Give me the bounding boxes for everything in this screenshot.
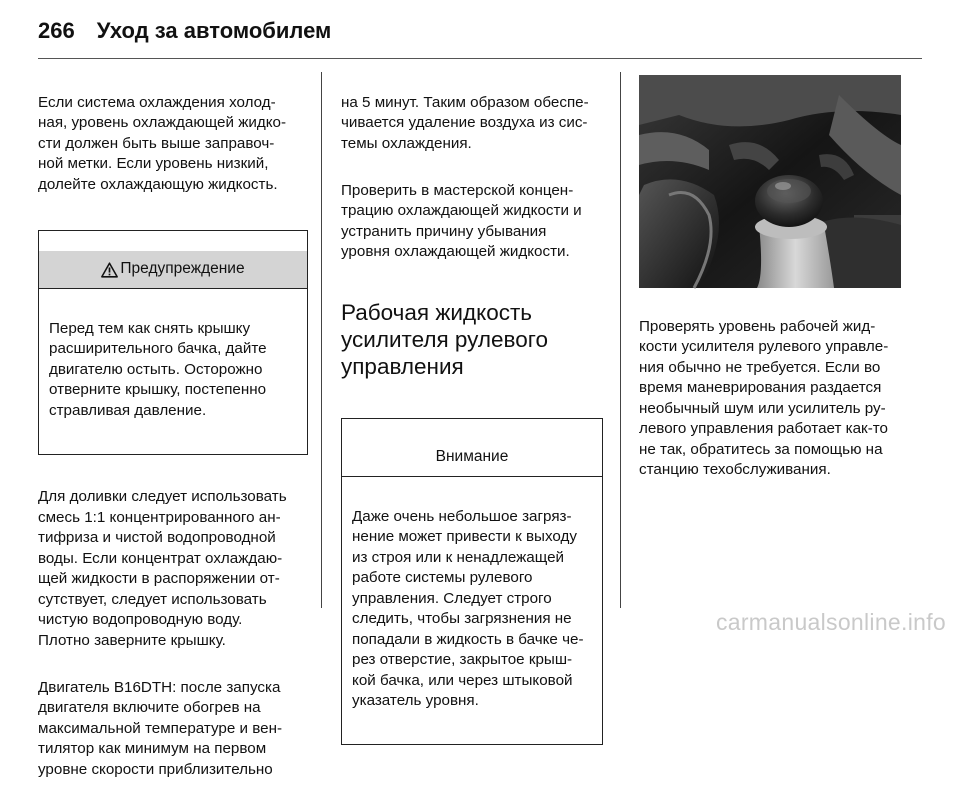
section-heading: Рабочая жидкость усилителя рулевого управления	[341, 300, 548, 379]
intro-paragraph: Если система охлаждения холод- ная, уровень охлаждающей жидко- сти должен быть выше заправоч- ной метки. Если уровень низкий, долейте охлаждающую жидкость.	[38, 93, 287, 193]
header-divider	[38, 58, 922, 59]
left-column	[38, 72, 308, 807]
reservoir-illustration	[639, 75, 901, 288]
warning-box-header	[39, 251, 307, 289]
power-steering-paragraph: Проверять уровень рабочей жид- кости усилителя рулевого управле- ния обычно не требуется. Если во время маневрирования раздается необычный шум или усилитель ру- левого управления работает как-то не так, обратитесь за помощью на станцию техобслуживания.	[639, 317, 889, 478]
notice-box	[341, 418, 603, 746]
air-removal-paragraph: на 5 минут. Таким образом обеспе- чивается удаление воздуха из сис- темы охлаждения.	[341, 93, 589, 152]
notice-title: Внимание	[435, 448, 509, 466]
column-divider-2	[620, 72, 621, 608]
watermark: carmanualsonline.info	[715, 609, 946, 635]
page-number: 266	[38, 18, 75, 43]
warning-title: Предупреждение	[120, 260, 245, 278]
warning-text: Перед тем как снять крышку расширительного бачка, дайте двигателю остыть. Осторожно отверните крышку, постепенно стравливая давление.	[49, 319, 267, 419]
page-header	[38, 14, 331, 48]
right-column	[639, 296, 903, 507]
warning-box	[38, 230, 308, 455]
engine-bay-photo	[639, 75, 901, 288]
notice-box-header	[342, 439, 602, 477]
middle-column	[341, 72, 603, 778]
section-title: Уход за автомобилем	[96, 18, 332, 43]
workshop-check-paragraph: Проверить в мастерской концен- трацию охлаждающей жидкости и устранить причину убывания уровня охлаждающей жидкости.	[341, 181, 582, 260]
warning-triangle-icon	[101, 262, 118, 278]
engine-paragraph: Двигатель B16DTH: после запуска двигателя включите обогрев на максимальной температуре и вен- тилятор как минимум на первом уровне скорости приблизительно	[38, 678, 283, 778]
notice-text: Даже очень небольшое загряз- нение может привести к выходу из строя или к ненадлежащей работе системы рулевого управления. Следует строго следить, чтобы загрязнения не попадали в жидкость в бачке че- рез отверстие, закрытое крыш- кой бачка, или через штыковой указатель уровня.	[352, 507, 584, 709]
column-divider-1	[321, 72, 322, 608]
refill-paragraph: Для доливки следует использовать смесь 1:1 концентрированного ан- тифриза и чистой водопроводной воды. Если концентрат охлаждаю- щей жидкости в распоряжении от- сутствует, следует использовать чистую водопроводную воду. Плотно заверните крышку.	[38, 488, 287, 649]
